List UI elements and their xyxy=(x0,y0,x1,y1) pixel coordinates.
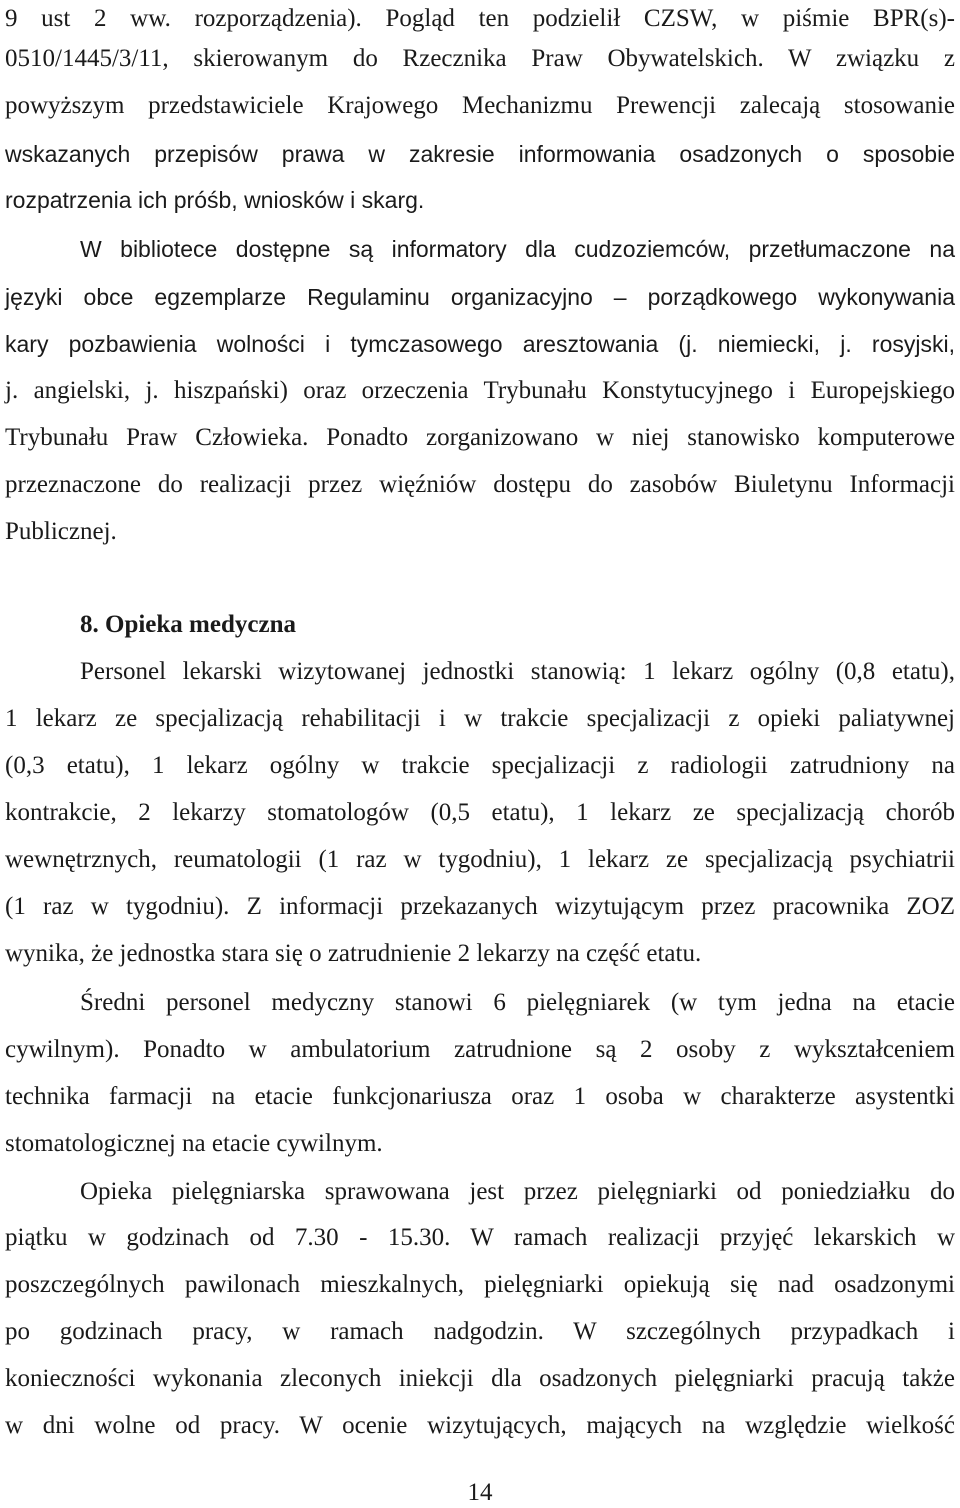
text-line: piątku w godzinach od 7.30 - 15.30. W ramach realizacji przyjęć lekarskich w xyxy=(5,1224,955,1251)
text-line: poszczególnych pawilonach mieszkalnych, pielęgniarki opiekują się nad osadzonymi xyxy=(5,1271,955,1298)
text-line: j. angielski, j. hiszpański) oraz orzeczenia Trybunału Konstytucyjnego i Europejskiego xyxy=(5,377,955,404)
text-line: po godzinach pracy, w ramach nadgodzin. W szczególnych przypadkach i xyxy=(5,1318,955,1345)
text-line: Trybunału Praw Człowieka. Ponadto zorganizowano w niej stanowisko komputerowe xyxy=(5,424,955,451)
page-number: 14 xyxy=(467,1479,493,1506)
text-line: Publicznej. xyxy=(5,518,117,545)
section-heading: 8. Opieka medyczna xyxy=(80,611,296,638)
text-line: W bibliotece dostępne są informatory dla cudzoziemców, przetłumaczone na xyxy=(80,236,955,262)
text-line: Opieka pielęgniarska sprawowana jest przez pielęgniarki od poniedziałku do xyxy=(80,1178,955,1205)
text-line: stomatologicznej na etacie cywilnym. xyxy=(5,1130,383,1157)
text-line: 1 lekarz ze specjalizacją rehabilitacji i w trakcie specjalizacji z opieki paliatywnej xyxy=(5,705,955,732)
text-line: technika farmacji na etacie funkcjonariusza oraz 1 osoba w charakterze asystentki xyxy=(5,1083,955,1110)
text-line: wynika, że jednostka stara się o zatrudnienie 2 lekarzy na część etatu. xyxy=(5,940,702,967)
text-line: przeznaczone do realizacji przez więźniów dostępu do zasobów Biuletynu Informacji xyxy=(5,471,955,498)
text-line: cywilnym). Ponadto w ambulatorium zatrudnione są 2 osoby z wykształceniem xyxy=(5,1036,955,1063)
text-line: Średni personel medyczny stanowi 6 pielęgniarek (w tym jedna na etacie xyxy=(80,989,955,1016)
text-line: (1 raz w tygodniu). Z informacji przekazanych wizytującym przez pracownika ZOZ xyxy=(5,893,955,920)
text-line: 9 ust 2 ww. rozporządzenia). Pogląd ten podzielił CZSW, w piśmie BPR(s)- xyxy=(5,5,955,32)
text-line: wskazanych przepisów prawa w zakresie informowania osadzonych o sposobie xyxy=(5,141,955,167)
text-line: 0510/1445/3/11, skierowanym do Rzecznika Praw Obywatelskich. W związku z xyxy=(5,45,955,72)
text-line: kary pozbawienia wolności i tymczasowego aresztowania (j. niemiecki, j. rosyjski, xyxy=(5,331,955,357)
text-line: powyższym przedstawiciele Krajowego Mechanizmu Prewencji zalecają stosowanie xyxy=(5,92,955,119)
text-line: kontrakcie, 2 lekarzy stomatologów (0,5 etatu), 1 lekarz ze specjalizacją chorób xyxy=(5,799,955,826)
text-line: konieczności wykonania zleconych iniekcji dla osadzonych pielęgniarki pracują także xyxy=(5,1365,955,1392)
text-line: języki obce egzemplarze Regulaminu organizacyjno – porządkowego wykonywania xyxy=(5,284,955,310)
text-line: (0,3 etatu), 1 lekarz ogólny w trakcie specjalizacji z radiologii zatrudniony na xyxy=(5,752,955,779)
text-line: w dni wolne od pracy. W ocenie wizytujących, mających na względzie wielkość xyxy=(5,1412,955,1439)
text-line: Personel lekarski wizytowanej jednostki stanowią: 1 lekarz ogólny (0,8 etatu), xyxy=(80,658,955,685)
text-line: wewnętrznych, reumatologii (1 raz w tygodniu), 1 lekarz ze specjalizacją psychiatrii xyxy=(5,846,955,873)
text-line: rozpatrzenia ich próśb, wniosków i skarg. xyxy=(5,187,425,213)
